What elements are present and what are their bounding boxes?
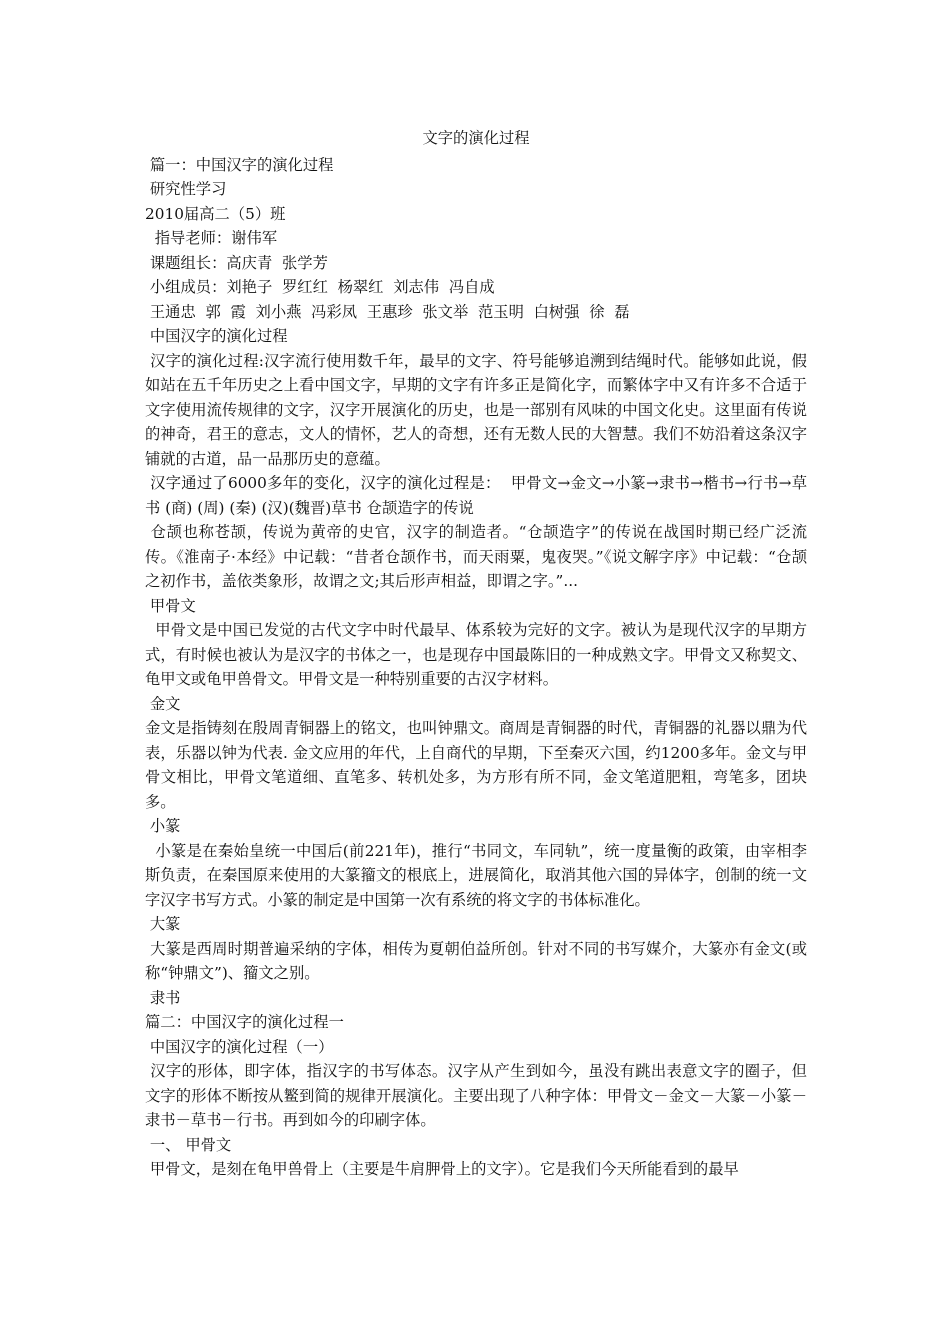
paragraph-xiaozhuan: 小篆是在秦始皇统一中国后(前221年)，推行“书同文，车同轨”，统一度量衡的政策，由宰相李斯负责，在秦国原来使用的大篆籀文的根底上，进展简化，取消其他六国的异体字，创制的统一文字汉字书写方式。小篆的制定是中国第一次有系统的将文字的书体标准化。 [145,841,807,909]
paragraph-intro: 汉字的演化过程:汉字流行使用数千年，最早的文字、符号能够追溯到结绳时代。能够如此说，假如站在五千年历史之上看中国文字，早期的文字有许多正是简化字，而繁体字中又有许多不合适于文字使用流传规律的文字，汉字开展演化的历史，也是一部别有风味的中国文化史。这里面有传说的神奇，君王的意志，文人的情怀，艺人的奇想，还有无数人民的大智慧。我们不妨沿着这条汉字铺就的古道，品一品那历史的意蕴。 [145,351,807,468]
paragraph-cangjie: 仓颉也称苍颉，传说为黄帝的史官，汉字的制造者。“仓颉造字”的传说在战国时期已经广泛流传。《淮南子·本经》中记载：“昔者仓颉作书，而天雨粟，鬼夜哭。”《说文解字序》中记载：“仓颉之初作书，盖依类象形，故谓之文;其后形声相益，即谓之字。”... [145,523,807,590]
line-members-2: 王通忠 郭 霞 刘小燕 冯彩凤 王惠珍 张文举 范玉明 白树强 徐 磊 [145,302,630,321]
line-advisor: 指导老师：谢伟军 [145,229,278,247]
paragraph-dazhuan: 大篆是西周时期普遍采纳的字体，相传为夏朝伯益所创。针对不同的书写媒介，大篆亦有金文(或称“钟鼎文”)、籀文之别。 [145,939,807,982]
heading-chapter-two: 篇二：中国汉字的演化过程一 [145,1013,344,1031]
heading-evolution-part-one: 中国汉字的演化过程（一） [145,1037,334,1056]
heading-jinwen: 金文 [145,694,181,713]
paragraph-jinwen: 金文是指铸刻在殷周青铜器上的铭文，也叫钟鼎文。商周是青铜器的时代，青铜器的礼器以鼎为代表，乐器以钟为代表. 金文应用的年代，上自商代的早期，下至秦灭六国，约1200多年。金文与甲骨文相比，甲骨文笔道细、直笔多、转机处多，为方形有所不同，金文笔道肥粗，弯笔多，团块多。 [145,719,807,811]
paragraph-jiaguwen: 甲骨文是中国已发觉的古代文字中时代最早、体系较为完好的文字。被认为是现代汉字的早期方式，有时候也被认为是汉字的书体之一，也是现存中国最陈旧的一种成熟文字。甲骨文又称契文、龟甲文或龟甲兽骨文。甲骨文是一种特别重要的古汉字材料。 [145,621,807,688]
line-group-leader: 课题组长：高庆青 张学芳 [145,253,328,272]
paragraph-forms: 汉字的形体，即字体，指汉字的书写体态。汉字从产生到如今，虽没有跳出表意文字的圈子，但文字的形体不断按从鳘到简的规律开展演化。主要出现了八种字体：甲骨文－金文－大篆－小篆－隶书－草书－行书。再到如今的印刷字体。 [145,1062,807,1129]
heading-xiaozhuan: 小篆 [145,817,181,835]
line-research-study: 研究性学习 [145,180,227,198]
heading-jiaguwen: 甲骨文 [145,596,196,615]
line-chapter-one-heading: 篇一：中国汉字的演化过程 [145,155,334,174]
paragraph-evolution-sequence: 汉字通过了6000多年的变化，汉字的演化过程是： 甲骨文→金文→小篆→隶书→楷书→行书→草书 (商) (周) (秦) (汉)(魏晋)草书 仓颉造字的传说 [145,474,807,517]
heading-lishu: 隶书 [145,988,181,1007]
line-members-1: 小组成员：刘艳子 罗红红 杨翠红 刘志伟 冯自成 [145,278,495,296]
line-class: 2010届高二（5）班 [145,204,286,223]
line-section-heading: 中国汉字的演化过程 [145,327,288,345]
document-page [145,126,807,1182]
heading-section-one-jiaguwen: 一、 甲骨文 [145,1135,232,1154]
document-title: 文字的演化过程 [422,129,530,147]
heading-dazhuan: 大篆 [145,915,181,933]
paragraph-jiaguwen-definition: 甲骨文，是刻在龟甲兽骨上（主要是牛肩胛骨上的文字）。它是我们今天所能看到的最早 [145,1160,739,1178]
